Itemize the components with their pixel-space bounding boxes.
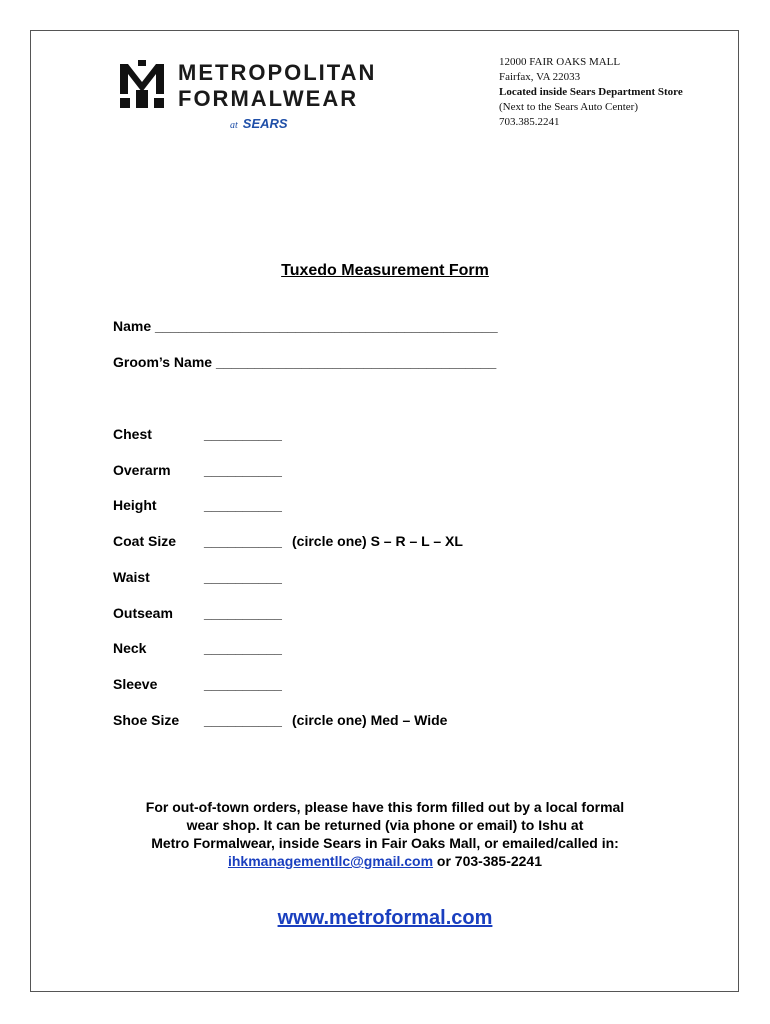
- metropolitan-formalwear-logo: [118, 58, 408, 136]
- shoe-size-options: (circle one) Med – Wide: [292, 712, 448, 728]
- coat-size-blank[interactable]: __________: [204, 533, 282, 549]
- address-line-1: 12000 FAIR OAKS MALL: [499, 56, 621, 68]
- website-link[interactable]: www.metroformal.com: [277, 907, 493, 929]
- field-label: Neck: [113, 640, 147, 656]
- address-line-2: Fairfax, VA 22033: [499, 71, 581, 83]
- field-label: Shoe Size: [113, 712, 180, 728]
- website: [0, 907, 770, 930]
- chest-blank[interactable]: __________: [204, 426, 282, 442]
- waist-blank[interactable]: __________: [204, 569, 282, 585]
- store-address: [499, 55, 683, 130]
- phone-text: or 703-385-2241: [433, 853, 542, 869]
- logo-at: at: [230, 120, 238, 131]
- email-link[interactable]: ihkmanagementllc@gmail.com: [227, 853, 434, 869]
- instructions-line-1: For out-of-town orders, please have this form filled out by a local formal: [145, 799, 625, 815]
- instructions-line-3: Metro Formalwear, inside Sears in Fair Oaks Mall, or emailed/called in:: [151, 835, 619, 851]
- out-of-town-instructions: [0, 798, 770, 870]
- form-title: Tuxedo Measurement Form: [281, 262, 489, 279]
- field-label: Outseam: [113, 605, 173, 621]
- coat-size-options: (circle one) S – R – L – XL: [292, 533, 463, 549]
- address-phone: 703.385.2241: [499, 116, 560, 128]
- logo-sears: SEARS: [242, 116, 288, 131]
- shoe-size-blank[interactable]: __________: [204, 712, 282, 728]
- logo-subtitle: [230, 116, 288, 132]
- field-label: Height: [113, 497, 157, 513]
- instructions-line-4: [0, 852, 770, 870]
- address-line-4: (Next to the Sears Auto Center): [499, 101, 638, 113]
- groom-name-field[interactable]: Groom’s Name ____________________________________: [113, 354, 497, 370]
- neck-blank[interactable]: __________: [204, 640, 282, 656]
- overarm-blank[interactable]: __________: [204, 462, 282, 478]
- address-line-3: Located inside Sears Department Store: [499, 86, 683, 98]
- field-label: Waist: [113, 569, 150, 585]
- logo-text-formalwear: FORMALWEAR: [178, 86, 359, 111]
- sleeve-blank[interactable]: __________: [204, 676, 282, 692]
- height-blank[interactable]: __________: [204, 497, 282, 513]
- instructions-line-2: wear shop. It can be returned (via phone or email) to Ishu at: [186, 817, 584, 833]
- outseam-blank[interactable]: __________: [204, 605, 282, 621]
- logo-text-metropolitan: METROPOLITAN: [178, 60, 377, 85]
- field-label: Overarm: [113, 462, 171, 478]
- name-field[interactable]: Name ____________________________________________: [113, 318, 498, 334]
- mf-logo-icon: [118, 60, 170, 112]
- field-label: Coat Size: [113, 533, 177, 549]
- field-label: Sleeve: [113, 676, 158, 692]
- field-label: Chest: [113, 426, 152, 442]
